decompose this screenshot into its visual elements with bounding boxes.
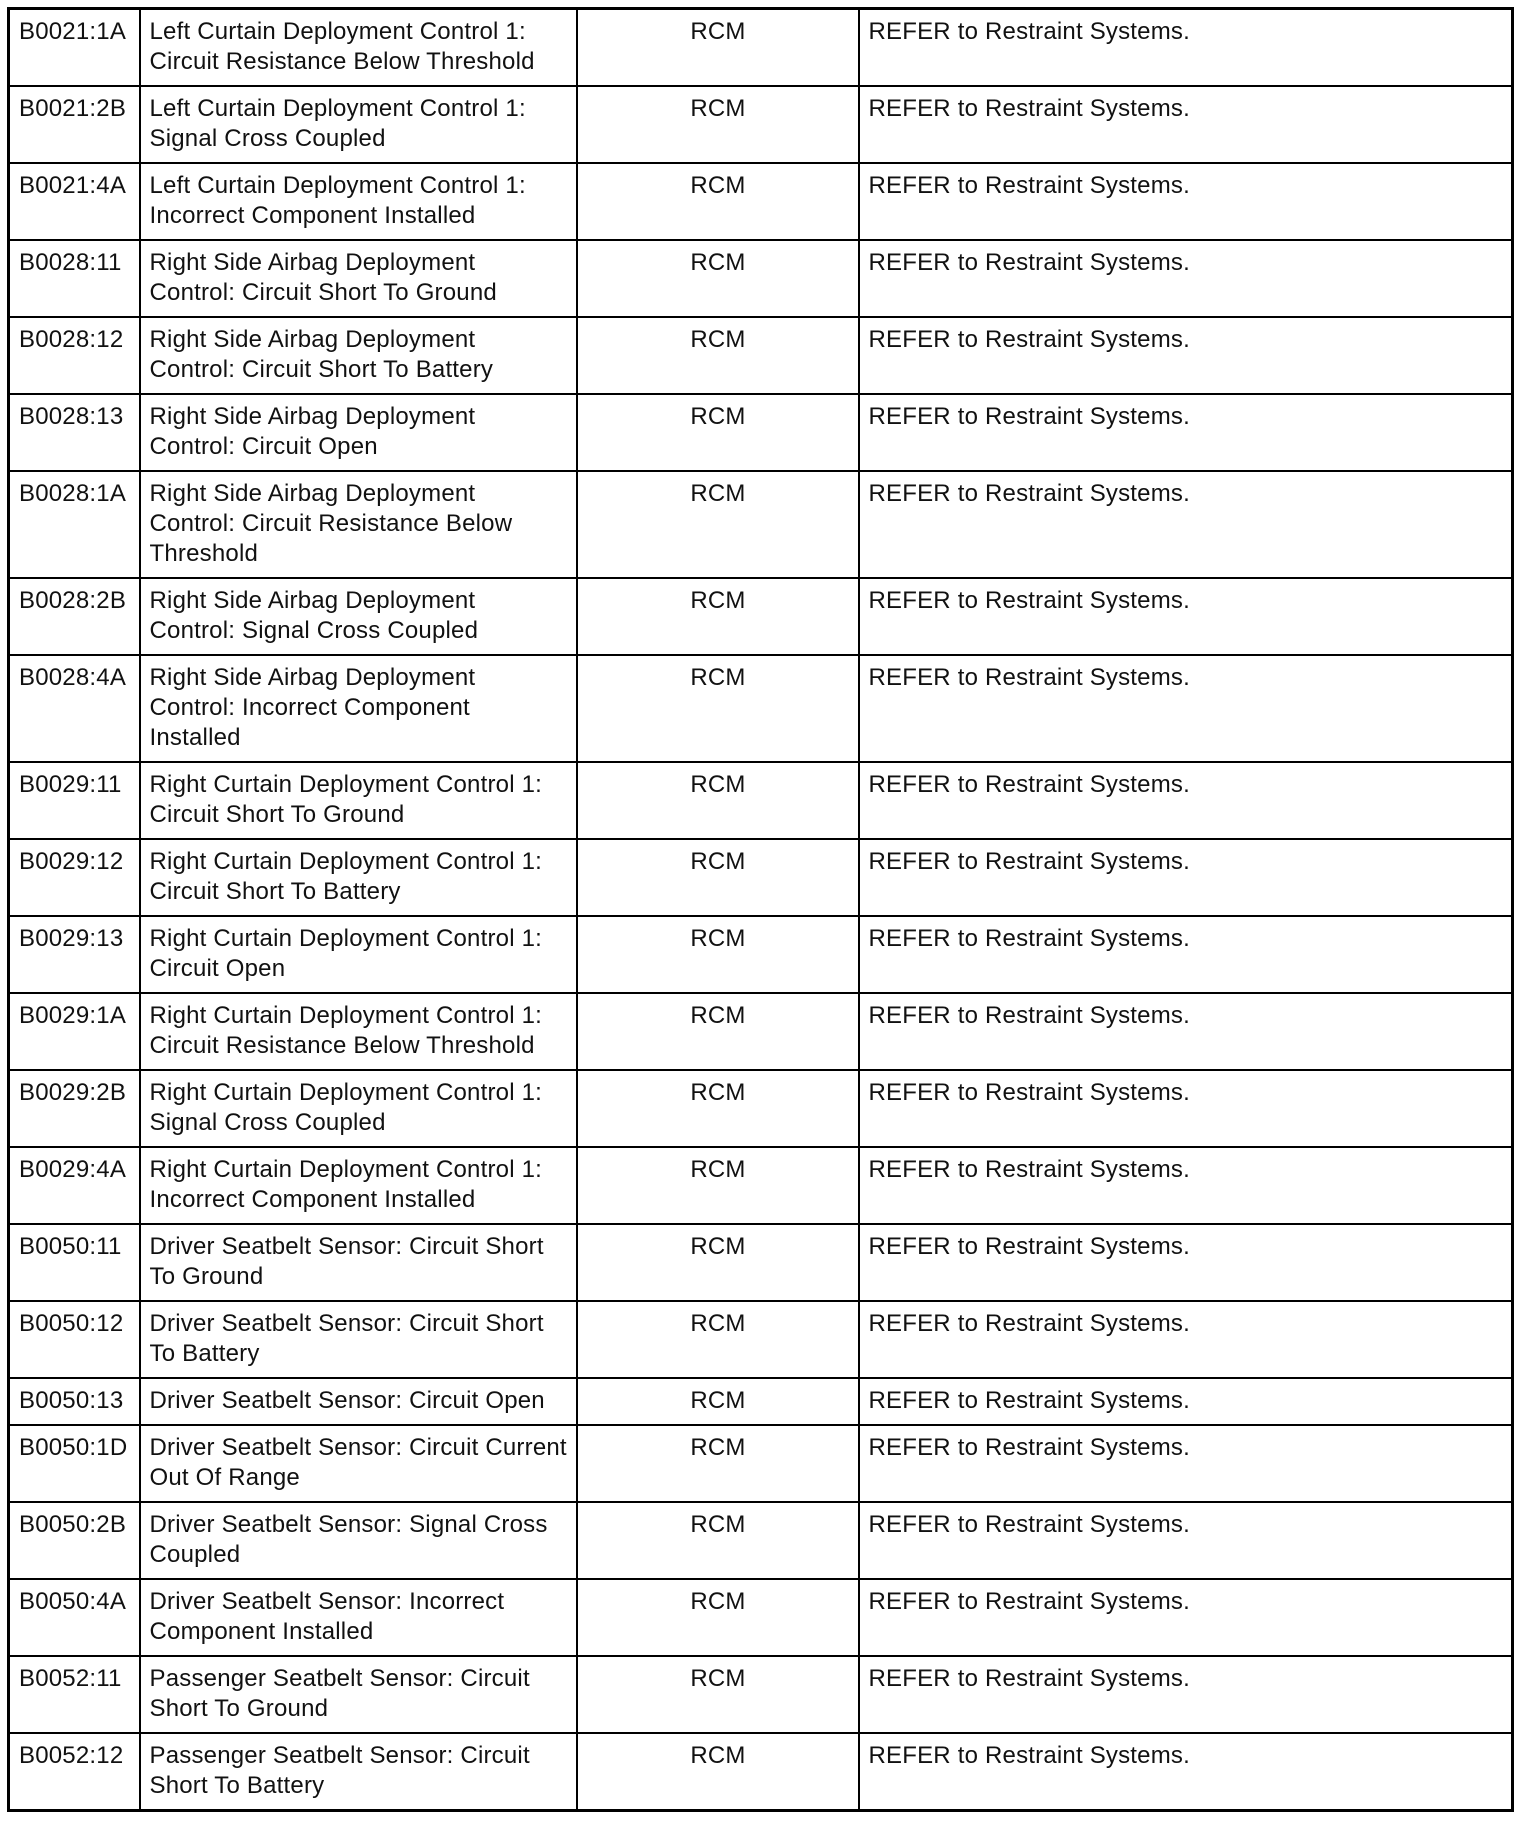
dtc-module: RCM [577, 163, 859, 240]
table-row [9, 163, 1513, 240]
dtc-description: Driver Seatbelt Sensor: Signal Cross Coupled [140, 1502, 577, 1579]
dtc-action: REFER to Restraint Systems. [859, 1502, 1513, 1579]
dtc-code: B0021:1A [9, 9, 140, 87]
dtc-code: B0029:12 [9, 839, 140, 916]
dtc-module: RCM [577, 1733, 859, 1811]
dtc-code: B0050:12 [9, 1301, 140, 1378]
dtc-description: Right Side Airbag Deployment Control: Circuit Open [140, 394, 577, 471]
table-row [9, 240, 1513, 317]
dtc-description: Right Curtain Deployment Control 1: Circuit Open [140, 916, 577, 993]
dtc-description: Right Side Airbag Deployment Control: Signal Cross Coupled [140, 578, 577, 655]
dtc-code: B0021:2B [9, 86, 140, 163]
dtc-module: RCM [577, 655, 859, 762]
table-row [9, 317, 1513, 394]
table-row [9, 471, 1513, 578]
dtc-action: REFER to Restraint Systems. [859, 1425, 1513, 1502]
table-row [9, 993, 1513, 1070]
dtc-action: REFER to Restraint Systems. [859, 1070, 1513, 1147]
dtc-description: Right Curtain Deployment Control 1: Signal Cross Coupled [140, 1070, 577, 1147]
dtc-module: RCM [577, 317, 859, 394]
dtc-code: B0028:4A [9, 655, 140, 762]
dtc-code: B0052:11 [9, 1656, 140, 1733]
dtc-description: Driver Seatbelt Sensor: Circuit Short To Battery [140, 1301, 577, 1378]
dtc-module: RCM [577, 9, 859, 87]
dtc-description: Driver Seatbelt Sensor: Circuit Current Out Of Range [140, 1425, 577, 1502]
dtc-module: RCM [577, 1301, 859, 1378]
dtc-module: RCM [577, 1070, 859, 1147]
dtc-description: Passenger Seatbelt Sensor: Circuit Short To Battery [140, 1733, 577, 1811]
table-row [9, 1147, 1513, 1224]
dtc-action: REFER to Restraint Systems. [859, 578, 1513, 655]
table-row [9, 1656, 1513, 1733]
dtc-code: B0029:1A [9, 993, 140, 1070]
dtc-action: REFER to Restraint Systems. [859, 993, 1513, 1070]
dtc-description: Driver Seatbelt Sensor: Circuit Short To Ground [140, 1224, 577, 1301]
table-row [9, 1224, 1513, 1301]
dtc-table [7, 7, 1514, 1812]
dtc-module: RCM [577, 1502, 859, 1579]
dtc-description: Right Side Airbag Deployment Control: Circuit Short To Battery [140, 317, 577, 394]
dtc-code: B0028:12 [9, 317, 140, 394]
dtc-module: RCM [577, 762, 859, 839]
dtc-description: Right Side Airbag Deployment Control: Circuit Short To Ground [140, 240, 577, 317]
dtc-code: B0028:13 [9, 394, 140, 471]
dtc-module: RCM [577, 1425, 859, 1502]
dtc-code: B0029:11 [9, 762, 140, 839]
dtc-action: REFER to Restraint Systems. [859, 86, 1513, 163]
dtc-action: REFER to Restraint Systems. [859, 471, 1513, 578]
dtc-module: RCM [577, 839, 859, 916]
table-row [9, 1301, 1513, 1378]
dtc-code: B0028:1A [9, 471, 140, 578]
table-row [9, 86, 1513, 163]
dtc-module: RCM [577, 1224, 859, 1301]
table-row [9, 9, 1513, 87]
table-row [9, 762, 1513, 839]
dtc-description: Left Curtain Deployment Control 1: Signal Cross Coupled [140, 86, 577, 163]
dtc-action: REFER to Restraint Systems. [859, 163, 1513, 240]
dtc-description: Left Curtain Deployment Control 1: Incorrect Component Installed [140, 163, 577, 240]
dtc-action: REFER to Restraint Systems. [859, 1301, 1513, 1378]
dtc-description: Driver Seatbelt Sensor: Circuit Open [140, 1378, 577, 1425]
dtc-code: B0029:2B [9, 1070, 140, 1147]
dtc-code: B0050:13 [9, 1378, 140, 1425]
dtc-description: Right Curtain Deployment Control 1: Incorrect Component Installed [140, 1147, 577, 1224]
dtc-module: RCM [577, 1147, 859, 1224]
table-row [9, 1425, 1513, 1502]
dtc-description: Right Curtain Deployment Control 1: Circuit Resistance Below Threshold [140, 993, 577, 1070]
dtc-module: RCM [577, 1656, 859, 1733]
table-row [9, 1502, 1513, 1579]
dtc-action: REFER to Restraint Systems. [859, 1224, 1513, 1301]
dtc-action: REFER to Restraint Systems. [859, 1378, 1513, 1425]
dtc-action: REFER to Restraint Systems. [859, 9, 1513, 87]
table-row [9, 1378, 1513, 1425]
dtc-action: REFER to Restraint Systems. [859, 762, 1513, 839]
dtc-description: Right Curtain Deployment Control 1: Circuit Short To Battery [140, 839, 577, 916]
dtc-description: Driver Seatbelt Sensor: Incorrect Component Installed [140, 1579, 577, 1656]
table-row [9, 1070, 1513, 1147]
dtc-module: RCM [577, 578, 859, 655]
dtc-description: Right Side Airbag Deployment Control: Circuit Resistance Below Threshold [140, 471, 577, 578]
dtc-code: B0050:2B [9, 1502, 140, 1579]
table-row [9, 839, 1513, 916]
dtc-code: B0029:13 [9, 916, 140, 993]
dtc-action: REFER to Restraint Systems. [859, 916, 1513, 993]
dtc-module: RCM [577, 471, 859, 578]
dtc-description: Passenger Seatbelt Sensor: Circuit Short To Ground [140, 1656, 577, 1733]
dtc-module: RCM [577, 394, 859, 471]
table-row [9, 394, 1513, 471]
dtc-code: B0028:11 [9, 240, 140, 317]
dtc-code: B0021:4A [9, 163, 140, 240]
dtc-module: RCM [577, 1579, 859, 1656]
dtc-action: REFER to Restraint Systems. [859, 1656, 1513, 1733]
dtc-code: B0029:4A [9, 1147, 140, 1224]
table-row [9, 655, 1513, 762]
dtc-module: RCM [577, 86, 859, 163]
dtc-code: B0052:12 [9, 1733, 140, 1811]
dtc-action: REFER to Restraint Systems. [859, 394, 1513, 471]
dtc-code: B0050:11 [9, 1224, 140, 1301]
dtc-module: RCM [577, 1378, 859, 1425]
dtc-description: Left Curtain Deployment Control 1: Circuit Resistance Below Threshold [140, 9, 577, 87]
dtc-action: REFER to Restraint Systems. [859, 1147, 1513, 1224]
dtc-code: B0028:2B [9, 578, 140, 655]
dtc-description: Right Side Airbag Deployment Control: Incorrect Component Installed [140, 655, 577, 762]
dtc-action: REFER to Restraint Systems. [859, 240, 1513, 317]
dtc-action: REFER to Restraint Systems. [859, 655, 1513, 762]
table-row [9, 578, 1513, 655]
table-row [9, 916, 1513, 993]
dtc-action: REFER to Restraint Systems. [859, 1579, 1513, 1656]
dtc-table-body [9, 9, 1513, 1811]
table-row [9, 1579, 1513, 1656]
dtc-action: REFER to Restraint Systems. [859, 317, 1513, 394]
dtc-description: Right Curtain Deployment Control 1: Circuit Short To Ground [140, 762, 577, 839]
dtc-module: RCM [577, 993, 859, 1070]
dtc-action: REFER to Restraint Systems. [859, 839, 1513, 916]
table-row [9, 1733, 1513, 1811]
dtc-code: B0050:4A [9, 1579, 140, 1656]
dtc-action: REFER to Restraint Systems. [859, 1733, 1513, 1811]
dtc-code: B0050:1D [9, 1425, 140, 1502]
dtc-module: RCM [577, 916, 859, 993]
dtc-module: RCM [577, 240, 859, 317]
